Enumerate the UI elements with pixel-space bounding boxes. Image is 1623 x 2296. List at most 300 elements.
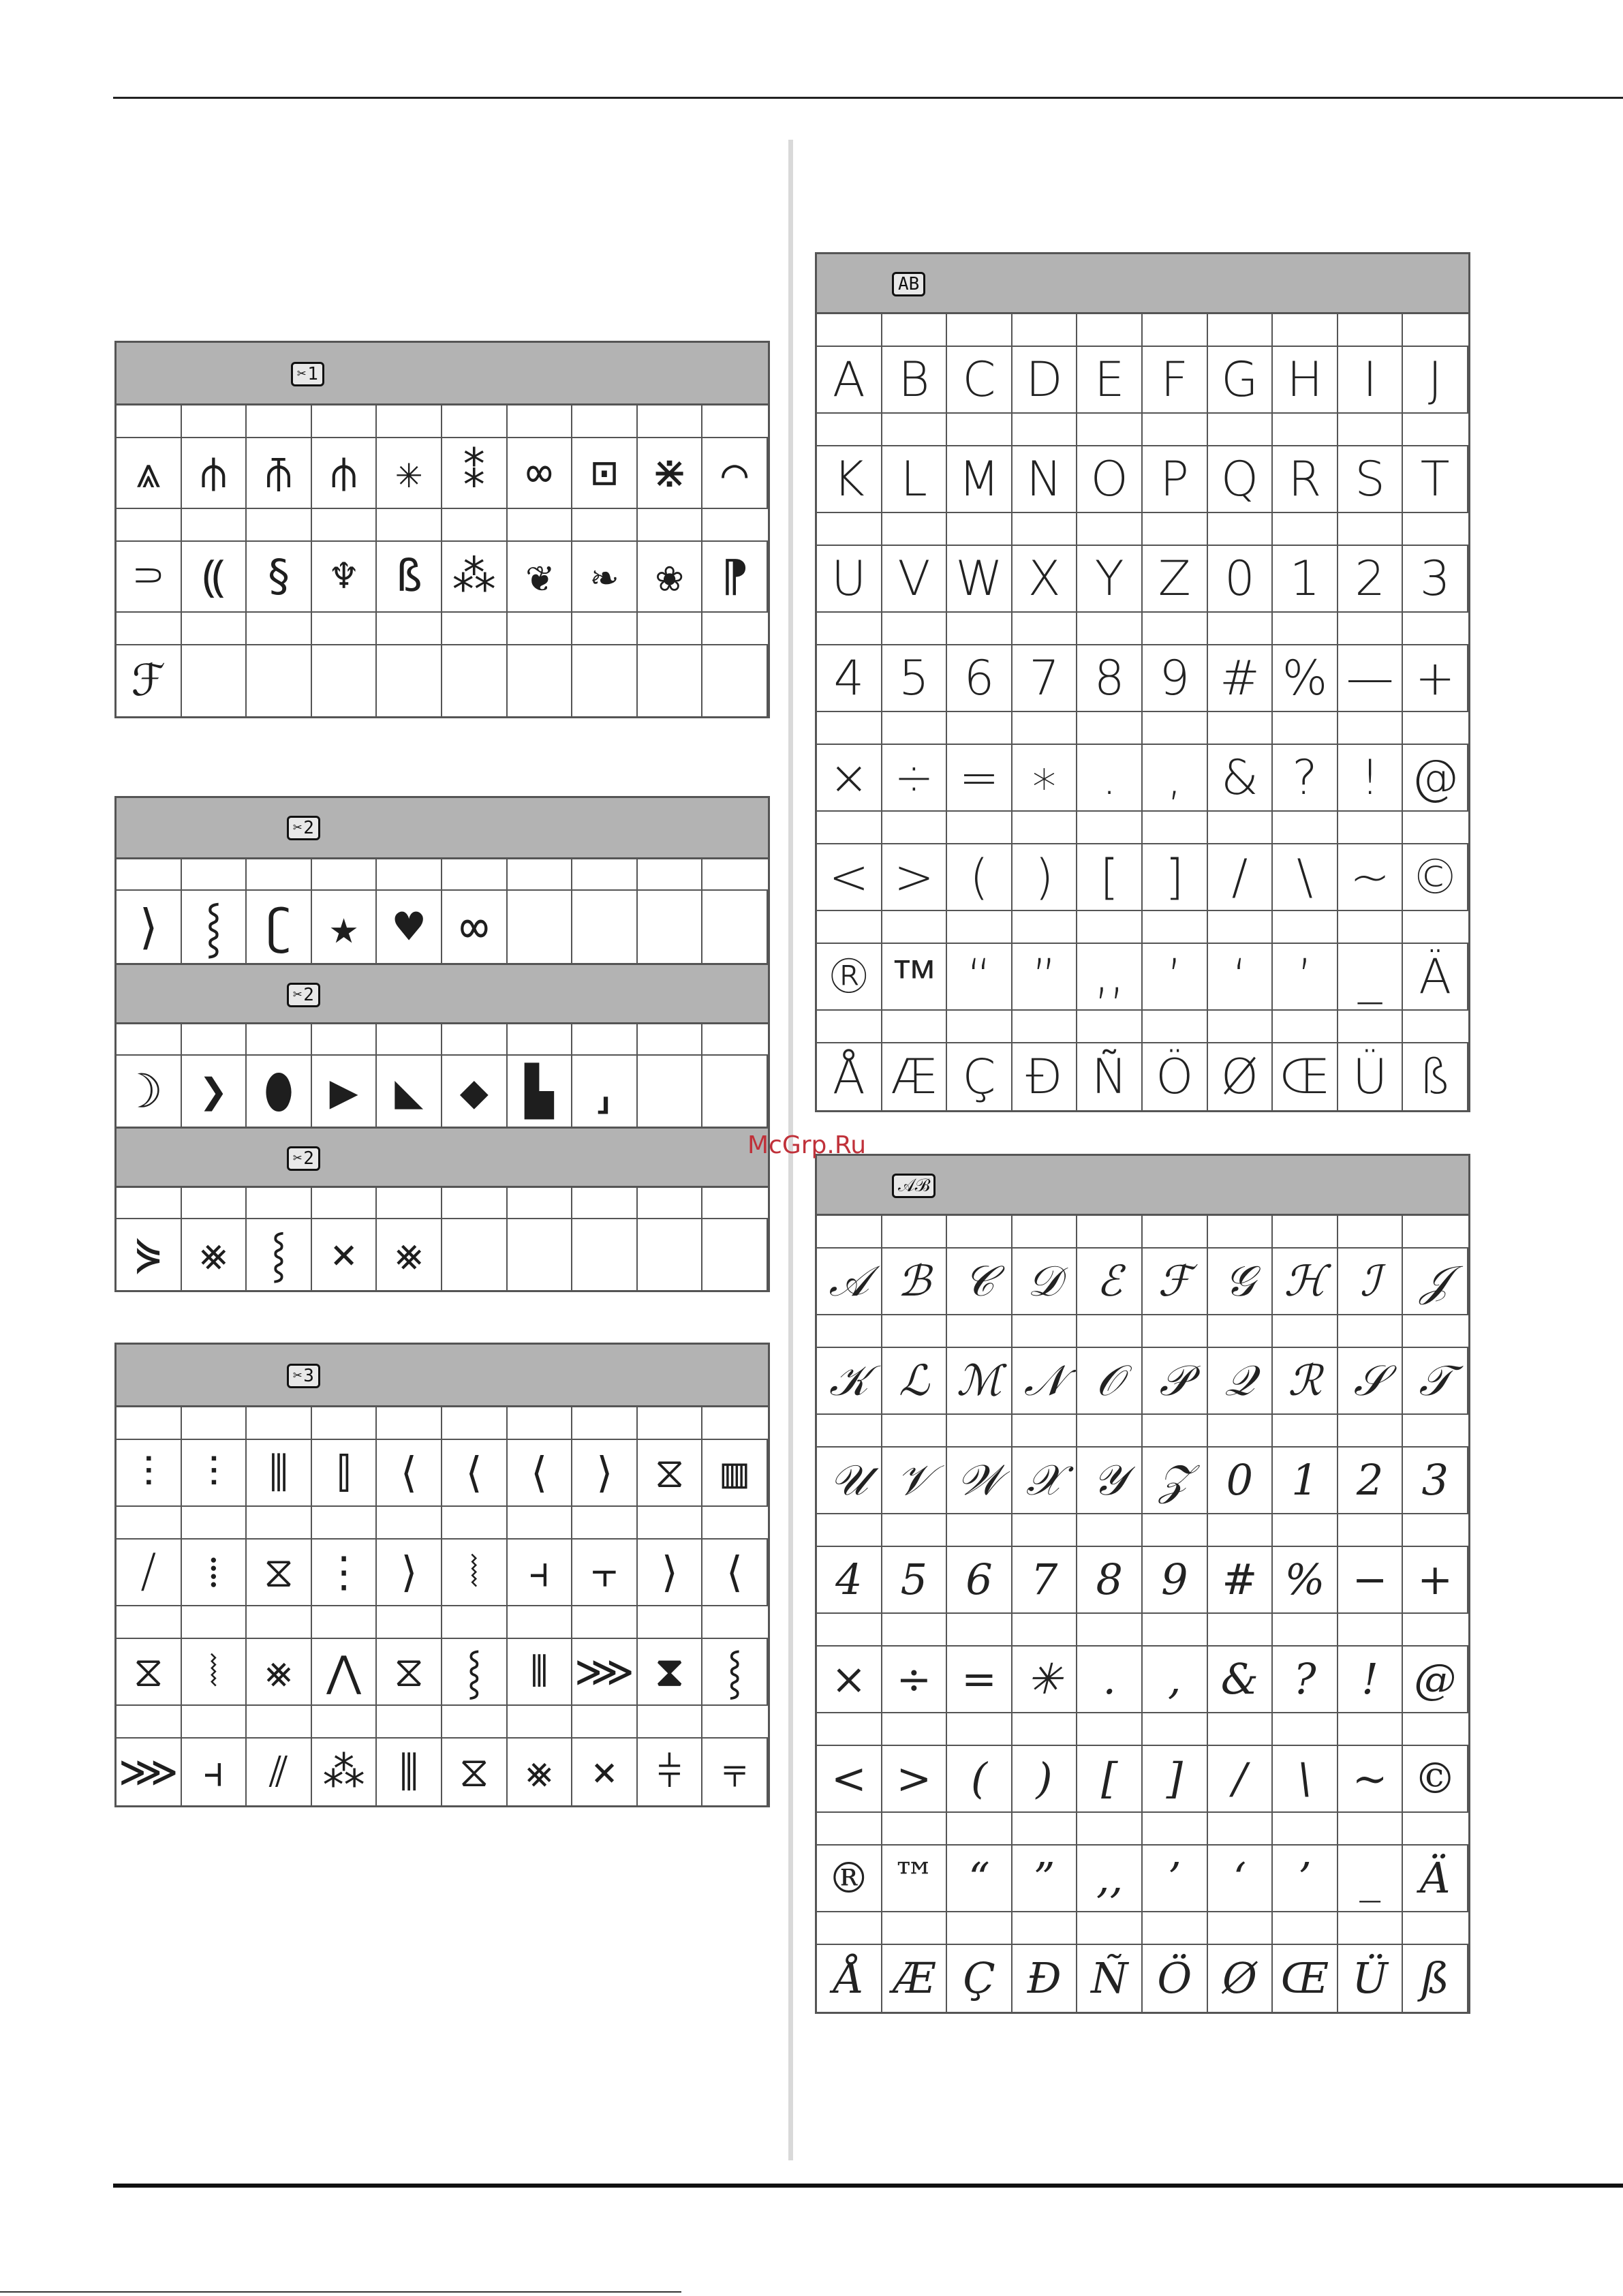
pattern-cell[interactable]: [1273, 645, 1338, 712]
number-cell: [817, 712, 882, 745]
pattern-cell[interactable]: [377, 542, 442, 613]
pattern-cell[interactable]: [182, 1739, 247, 1805]
pattern-cell[interactable]: [182, 1056, 247, 1127]
pattern-cell[interactable]: [117, 891, 182, 963]
pattern-cell[interactable]: [702, 1540, 768, 1606]
pattern-cell[interactable]: [572, 1639, 638, 1706]
pattern-cell[interactable]: [1403, 1647, 1468, 1713]
pattern-cell[interactable]: [1143, 1348, 1208, 1415]
pattern-cell[interactable]: [817, 546, 882, 613]
pattern-cell[interactable]: [312, 1219, 377, 1290]
pattern-cell[interactable]: [1338, 1348, 1404, 1415]
pattern-glyph: ™: [890, 949, 938, 1005]
pattern-cell[interactable]: [117, 1056, 182, 1127]
pattern-cell[interactable]: [1077, 745, 1143, 812]
pattern-cell[interactable]: [638, 438, 703, 509]
pattern-glyph: “: [968, 1853, 990, 1903]
pattern-cell[interactable]: [182, 1219, 247, 1290]
pattern-cell[interactable]: [1143, 844, 1208, 911]
pattern-glyph: >: [894, 849, 934, 905]
pattern-cell[interactable]: [1338, 1945, 1404, 2012]
pattern-cell[interactable]: [882, 1945, 948, 2012]
pattern-cell[interactable]: [638, 1739, 703, 1805]
pattern-cell[interactable]: [508, 1639, 573, 1706]
pattern-cell[interactable]: [638, 645, 703, 716]
pattern-cell[interactable]: [442, 1739, 508, 1805]
pattern-cell[interactable]: [247, 438, 312, 509]
pattern-cell[interactable]: [1403, 347, 1468, 414]
pattern-cell[interactable]: [1273, 1448, 1338, 1514]
pattern-cell[interactable]: [1143, 1647, 1208, 1713]
pattern-cell[interactable]: [1208, 1647, 1273, 1713]
pattern-cell[interactable]: [508, 438, 573, 509]
pattern-cell[interactable]: [1143, 944, 1208, 1011]
pattern-cell[interactable]: [312, 542, 377, 613]
pattern-cell[interactable]: [1208, 1448, 1273, 1514]
pattern-cell[interactable]: [182, 1540, 247, 1606]
number-cell: [508, 859, 573, 891]
pattern-cell[interactable]: [1403, 1547, 1468, 1614]
pattern-cell[interactable]: [1273, 1846, 1338, 1912]
pattern-cell[interactable]: [182, 438, 247, 509]
pattern-cell[interactable]: [702, 438, 768, 509]
pattern-cell[interactable]: [638, 1056, 703, 1127]
pattern-cell[interactable]: [947, 446, 1013, 513]
pattern-cell[interactable]: [1338, 645, 1404, 712]
pattern-cell[interactable]: [508, 1739, 573, 1805]
pattern-glyph: 𝒳: [1025, 1455, 1063, 1505]
pattern-cell[interactable]: [1143, 1945, 1208, 2012]
pattern-cell[interactable]: [1338, 1249, 1404, 1315]
pattern-cell[interactable]: [1143, 1746, 1208, 1813]
number-row: [817, 1415, 1468, 1448]
pattern-cell[interactable]: [117, 1540, 182, 1606]
pattern-cell[interactable]: [1208, 1249, 1273, 1315]
number-cell: [947, 1011, 1013, 1043]
pattern-cell[interactable]: [572, 891, 638, 963]
pattern-cell[interactable]: [1013, 1249, 1078, 1315]
pattern-cell[interactable]: [882, 1846, 948, 1912]
pattern-row: [117, 1540, 768, 1606]
pattern-cell[interactable]: [1143, 1846, 1208, 1912]
pattern-cell[interactable]: [1077, 1846, 1143, 1912]
pattern-cell[interactable]: [1208, 1945, 1273, 2012]
pattern-cell[interactable]: [312, 1639, 377, 1706]
number-cell: [312, 1706, 377, 1739]
pattern-cell[interactable]: [947, 1547, 1013, 1614]
pattern-glyph: 5: [899, 650, 929, 706]
number-cell: [1273, 911, 1338, 944]
pattern-cell[interactable]: [947, 546, 1013, 613]
pattern-cell[interactable]: [377, 1639, 442, 1706]
pattern-cell[interactable]: [1338, 1547, 1404, 1614]
pattern-cell[interactable]: [1208, 1348, 1273, 1415]
pattern-cell[interactable]: [1143, 745, 1208, 812]
number-cell: [947, 414, 1013, 446]
pattern-cell[interactable]: [442, 1440, 508, 1507]
pattern-cell[interactable]: [882, 944, 948, 1011]
pattern-cell[interactable]: [1208, 745, 1273, 812]
pattern-cell[interactable]: [702, 1219, 768, 1290]
pattern-cell[interactable]: [442, 1540, 508, 1606]
pattern-cell[interactable]: [1013, 645, 1078, 712]
number-cell: [1208, 1813, 1273, 1846]
pattern-cell[interactable]: [947, 347, 1013, 414]
pattern-cell[interactable]: [947, 1043, 1013, 1110]
pattern-cell[interactable]: [247, 1440, 312, 1507]
pattern-cell[interactable]: [947, 844, 1013, 911]
pattern-cell[interactable]: [1403, 1448, 1468, 1514]
pattern-cell[interactable]: [312, 1540, 377, 1606]
pattern-cell[interactable]: [572, 1440, 638, 1507]
pattern-cell[interactable]: [442, 1056, 508, 1127]
number-row: [117, 1188, 768, 1219]
pattern-cell[interactable]: [1338, 446, 1404, 513]
pattern-cell[interactable]: [572, 542, 638, 613]
pattern-cell[interactable]: [1077, 347, 1143, 414]
pattern-glyph: Œ: [1279, 1049, 1331, 1105]
pattern-cell[interactable]: [817, 1043, 882, 1110]
pattern-cell[interactable]: [1273, 1647, 1338, 1713]
pattern-cell[interactable]: [702, 1440, 768, 1507]
pattern-cell[interactable]: [817, 347, 882, 414]
number-row: [117, 859, 768, 891]
pattern-cell[interactable]: [1208, 1043, 1273, 1110]
pattern-cell[interactable]: [947, 1945, 1013, 2012]
pattern-cell[interactable]: [1013, 1348, 1078, 1415]
pattern-glyph: ⫛: [200, 448, 227, 498]
pattern-cell[interactable]: [1403, 1348, 1468, 1415]
pattern-cell[interactable]: [508, 891, 573, 963]
pattern-cell[interactable]: [1013, 1746, 1078, 1813]
pattern-cell[interactable]: [947, 745, 1013, 812]
pattern-cell[interactable]: [1273, 1945, 1338, 2012]
pattern-cell[interactable]: [442, 438, 508, 509]
pattern-cell[interactable]: [882, 1043, 948, 1110]
pattern-cell[interactable]: [182, 542, 247, 613]
pattern-cell[interactable]: [1273, 1249, 1338, 1315]
pattern-cell[interactable]: [442, 542, 508, 613]
pattern-cell[interactable]: [117, 645, 182, 716]
pattern-cell[interactable]: [1403, 546, 1468, 613]
pattern-cell[interactable]: [508, 1056, 573, 1127]
pattern-cell[interactable]: [1013, 1547, 1078, 1614]
pattern-cell[interactable]: [1403, 1249, 1468, 1315]
pattern-cell[interactable]: [1013, 546, 1078, 613]
pattern-glyph: 𝒯: [1419, 1356, 1451, 1405]
pattern-cell[interactable]: [572, 438, 638, 509]
pattern-cell[interactable]: [1403, 1846, 1468, 1912]
pattern-cell[interactable]: [1403, 745, 1468, 812]
pattern-cell[interactable]: [117, 1440, 182, 1507]
pattern-cell[interactable]: [1273, 446, 1338, 513]
pattern-cell[interactable]: [947, 1448, 1013, 1514]
pattern-cell[interactable]: [247, 645, 312, 716]
pattern-cell[interactable]: [1077, 1448, 1143, 1514]
pattern-cell[interactable]: [1338, 1846, 1404, 1912]
pattern-cell[interactable]: [817, 1746, 882, 1813]
pattern-cell[interactable]: [882, 546, 948, 613]
pattern-glyph: ß: [1421, 1953, 1449, 2003]
number-cell: [377, 405, 442, 438]
pattern-glyph: .: [1102, 1654, 1117, 1704]
pattern-cell[interactable]: [817, 1945, 882, 2012]
pattern-cell[interactable]: [247, 891, 312, 963]
pattern-cell[interactable]: [377, 1056, 442, 1127]
pattern-cell[interactable]: [1013, 347, 1078, 414]
pattern-cell[interactable]: [1077, 546, 1143, 613]
pattern-cell[interactable]: [1338, 347, 1404, 414]
pattern-cell[interactable]: [377, 1739, 442, 1805]
pattern-cell[interactable]: [947, 944, 1013, 1011]
pattern-cell[interactable]: [817, 1846, 882, 1912]
pattern-cell[interactable]: [442, 891, 508, 963]
pattern-cell[interactable]: [1077, 1547, 1143, 1614]
pattern-cell[interactable]: [882, 1547, 948, 1614]
pattern-cell[interactable]: [117, 438, 182, 509]
pattern-cell[interactable]: [1403, 944, 1468, 1011]
pattern-cell[interactable]: [638, 1440, 703, 1507]
pattern-cell[interactable]: [882, 844, 948, 911]
pattern-cell[interactable]: [882, 1448, 948, 1514]
pattern-cell[interactable]: [182, 645, 247, 716]
pattern-cell[interactable]: [1013, 844, 1078, 911]
number-cell: [1208, 712, 1273, 745]
pattern-cell[interactable]: [882, 745, 948, 812]
pattern-cell[interactable]: [1077, 1746, 1143, 1813]
pattern-cell[interactable]: [947, 1746, 1013, 1813]
pattern-cell[interactable]: [702, 891, 768, 963]
pattern-cell[interactable]: [817, 1547, 882, 1614]
pattern-cell[interactable]: [1077, 1249, 1143, 1315]
pattern-cell[interactable]: [1208, 1547, 1273, 1614]
pattern-cell[interactable]: [572, 645, 638, 716]
pattern-cell[interactable]: [1273, 347, 1338, 414]
pattern-cell[interactable]: [117, 1639, 182, 1706]
number-cell: [702, 1706, 768, 1739]
pattern-cell[interactable]: [1143, 645, 1208, 712]
pattern-glyph: ℒ: [899, 1356, 929, 1405]
pattern-cell[interactable]: [1338, 1043, 1404, 1110]
pattern-cell[interactable]: [247, 1540, 312, 1606]
pattern-glyph: +: [1415, 650, 1455, 706]
pattern-cell[interactable]: [508, 1540, 573, 1606]
pattern-cell[interactable]: [1013, 745, 1078, 812]
pattern-cell[interactable]: [638, 542, 703, 613]
pattern-cell[interactable]: [117, 1739, 182, 1805]
pattern-cell[interactable]: [1208, 844, 1273, 911]
pattern-cell[interactable]: [1338, 745, 1404, 812]
pattern-cell[interactable]: [702, 1056, 768, 1127]
pattern-cell[interactable]: [882, 446, 948, 513]
pattern-cell[interactable]: [638, 1219, 703, 1290]
pattern-cell[interactable]: [312, 1440, 377, 1507]
number-cell: [638, 1606, 703, 1639]
number-cell: [1273, 1614, 1338, 1647]
pattern-cell[interactable]: [1338, 546, 1404, 613]
pattern-cell[interactable]: [1273, 1746, 1338, 1813]
pattern-cell[interactable]: [947, 645, 1013, 712]
pattern-cell[interactable]: [1143, 347, 1208, 414]
pattern-cell[interactable]: [1013, 1647, 1078, 1713]
pattern-cell[interactable]: [1208, 645, 1273, 712]
pattern-cell[interactable]: [508, 1219, 573, 1290]
pattern-cell[interactable]: [1273, 944, 1338, 1011]
pattern-cell[interactable]: [1143, 1043, 1208, 1110]
pattern-cell[interactable]: [817, 1348, 882, 1415]
pattern-cell[interactable]: [947, 1647, 1013, 1713]
pattern-cell[interactable]: [1208, 347, 1273, 414]
pattern-cell[interactable]: [312, 645, 377, 716]
pattern-cell[interactable]: [1273, 844, 1338, 911]
pattern-cell[interactable]: [312, 1739, 377, 1805]
pattern-cell[interactable]: [508, 1440, 573, 1507]
pattern-cell[interactable]: [1403, 1746, 1468, 1813]
pattern-cell[interactable]: [817, 645, 882, 712]
pattern-cell[interactable]: [702, 1739, 768, 1805]
pattern-cell[interactable]: [377, 1540, 442, 1606]
pattern-cell[interactable]: [817, 944, 882, 1011]
pattern-glyph: 3: [1419, 551, 1451, 607]
pattern-cell[interactable]: [572, 1219, 638, 1290]
pattern-cell[interactable]: [312, 1056, 377, 1127]
pattern-cell[interactable]: [508, 645, 573, 716]
pattern-cell[interactable]: [572, 1540, 638, 1606]
pattern-cell[interactable]: [1143, 1249, 1208, 1315]
pattern-cell[interactable]: [702, 542, 768, 613]
pattern-cell[interactable]: [1013, 1846, 1078, 1912]
pattern-glyph: ⸾: [270, 1229, 287, 1280]
pattern-cell[interactable]: [1013, 944, 1078, 1011]
pattern-cell[interactable]: [1143, 1448, 1208, 1514]
pattern-cell[interactable]: [638, 1540, 703, 1606]
pattern-cell[interactable]: [377, 1219, 442, 1290]
pattern-cell[interactable]: [1338, 844, 1404, 911]
pattern-cell[interactable]: [1208, 944, 1273, 1011]
pattern-cell[interactable]: [1403, 844, 1468, 911]
pattern-cell[interactable]: [947, 1249, 1013, 1315]
pattern-cell[interactable]: [817, 446, 882, 513]
pattern-cell[interactable]: [1273, 1348, 1338, 1415]
pattern-cell[interactable]: [1338, 1448, 1404, 1514]
pattern-cell[interactable]: [442, 1639, 508, 1706]
pattern-cell[interactable]: [1208, 446, 1273, 513]
number-cell: [1013, 911, 1078, 944]
pattern-cell[interactable]: [882, 1249, 948, 1315]
pattern-cell[interactable]: [1403, 446, 1468, 513]
pattern-cell[interactable]: [1013, 1043, 1078, 1110]
pattern-glyph: 𝒩: [1023, 1356, 1065, 1405]
pattern-cell[interactable]: [182, 1639, 247, 1706]
pattern-cell[interactable]: [1403, 645, 1468, 712]
pattern-cell[interactable]: [247, 1056, 312, 1127]
pattern-cell[interactable]: [1273, 1043, 1338, 1110]
pattern-glyph: −: [1352, 1555, 1388, 1604]
number-cell: [1013, 812, 1078, 844]
pattern-cell[interactable]: [1338, 1746, 1404, 1813]
pattern-cell[interactable]: [638, 891, 703, 963]
pattern-cell[interactable]: [882, 1647, 948, 1713]
pattern-cell[interactable]: [1077, 1945, 1143, 2012]
pattern-cell[interactable]: [117, 1219, 182, 1290]
pattern-cell[interactable]: [117, 542, 182, 613]
pattern-cell[interactable]: [182, 891, 247, 963]
pattern-cell[interactable]: [247, 1739, 312, 1805]
pattern-cell[interactable]: [817, 1647, 882, 1713]
pattern-cell[interactable]: [817, 844, 882, 911]
pattern-cell[interactable]: [247, 542, 312, 613]
pattern-cell[interactable]: [882, 347, 948, 414]
pattern-cell[interactable]: [1077, 1043, 1143, 1110]
pattern-cell[interactable]: [702, 645, 768, 716]
pattern-cell[interactable]: [882, 1746, 948, 1813]
pattern-cell[interactable]: [1208, 546, 1273, 613]
pattern-cell[interactable]: [247, 1219, 312, 1290]
pattern-cell[interactable]: [1077, 1348, 1143, 1415]
pattern-cell[interactable]: [1338, 944, 1404, 1011]
pattern-cell[interactable]: [638, 1639, 703, 1706]
pattern-cell[interactable]: [882, 1348, 948, 1415]
pattern-cell[interactable]: [1338, 1647, 1404, 1713]
pattern-cell[interactable]: [572, 1056, 638, 1127]
pattern-cell[interactable]: [1403, 1043, 1468, 1110]
pattern-cell[interactable]: [377, 891, 442, 963]
pattern-cell[interactable]: [1077, 1647, 1143, 1713]
pattern-cell[interactable]: [1143, 446, 1208, 513]
pattern-cell[interactable]: [1143, 1547, 1208, 1614]
pattern-cell[interactable]: [817, 745, 882, 812]
pattern-cell[interactable]: [817, 1249, 882, 1315]
pattern-cell[interactable]: [312, 891, 377, 963]
pattern-cell[interactable]: [1143, 546, 1208, 613]
pattern-cell[interactable]: [1077, 446, 1143, 513]
pattern-cell[interactable]: [442, 645, 508, 716]
pattern-cell[interactable]: [947, 1348, 1013, 1415]
pattern-cell[interactable]: [1077, 645, 1143, 712]
pattern-cell[interactable]: [1013, 446, 1078, 513]
number-cell: [377, 1507, 442, 1540]
pattern-cell[interactable]: [1208, 1746, 1273, 1813]
pattern-cell[interactable]: [508, 542, 573, 613]
pattern-cell[interactable]: [1208, 1846, 1273, 1912]
pattern-cell[interactable]: [247, 1639, 312, 1706]
pattern-cell[interactable]: [882, 645, 948, 712]
pattern-cell[interactable]: [1077, 944, 1143, 1011]
pattern-cell[interactable]: [1077, 844, 1143, 911]
pattern-cell[interactable]: [1013, 1448, 1078, 1514]
pattern-cell[interactable]: [377, 438, 442, 509]
pattern-cell[interactable]: [182, 1440, 247, 1507]
pattern-cell[interactable]: [1273, 1547, 1338, 1614]
pattern-cell[interactable]: [702, 1639, 768, 1706]
pattern-cell[interactable]: [817, 1448, 882, 1514]
pattern-cell[interactable]: [1403, 1945, 1468, 2012]
pattern-cell[interactable]: [1273, 546, 1338, 613]
number-cell: [1208, 613, 1273, 645]
number-row: [117, 1606, 768, 1639]
pattern-cell[interactable]: [442, 1219, 508, 1290]
pattern-cell[interactable]: [947, 1846, 1013, 1912]
number-cell: [1273, 1415, 1338, 1448]
pattern-glyph: @: [1414, 1654, 1457, 1704]
pattern-cell[interactable]: [1273, 745, 1338, 812]
pattern-glyph: ®: [827, 1853, 870, 1903]
pattern-cell[interactable]: [377, 645, 442, 716]
pattern-cell[interactable]: [572, 1739, 638, 1805]
pattern-cell[interactable]: [1013, 1945, 1078, 2012]
pattern-cell[interactable]: [312, 438, 377, 509]
pattern-cell[interactable]: [377, 1440, 442, 1507]
